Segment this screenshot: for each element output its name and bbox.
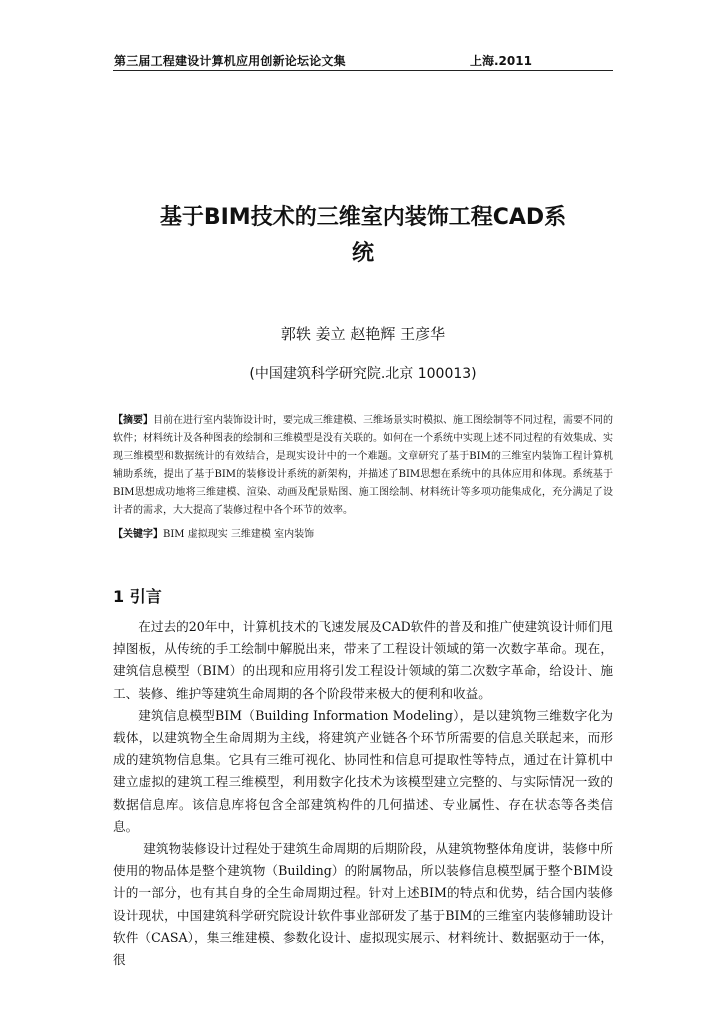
header-place-year: 上海.2011: [470, 54, 532, 68]
header-proceedings-title: 第三届工程建设计算机应用创新论坛论文集: [114, 54, 346, 68]
running-header: [113, 50, 613, 71]
keywords: [113, 526, 613, 544]
abstract-label: 【摘要】: [113, 415, 153, 426]
paper-title: [113, 200, 613, 272]
paper-affiliation: (中国建筑科学研究院.北京 100013): [249, 366, 477, 382]
keywords-label: 【关键字】: [113, 529, 163, 540]
abstract: [113, 412, 613, 520]
abstract-text: 目前在进行室内装饰设计时，要完成三维建模、三维场景实时模拟、施工图绘制等不同过程，需要不同的软件；材料统计及各种图表的绘制和三维模型是没有关联的。如何在一个系统中实现上述不同过程的有效集成、实现三维模型和数据统计的有效结合，是现实设计中的一个难题。文章研究了基于BIM的三维室内装饰工程计算机辅助系统，提出了基于BIM的装修设计系统的新架构，并描述了BIM思想在系统中的具体应用和体现。系统基于BIM思想成功地将三维建模、渲染、动画及配景贴图、施工图绘制、材料统计等多项功能集成化，充分满足了设计者的需求，大大提高了装修过程中各个环节的效率。: [113, 415, 613, 516]
body-text: [113, 616, 613, 971]
keywords-text: BIM 虚拟现实 三维建模 室内装饰: [163, 529, 315, 540]
paper-title-line-2: 统: [351, 241, 374, 266]
body-paragraph-1: 在过去的20年中，计算机技术的飞速发展及CAD软件的普及和推广使建筑设计师们甩掉图板，从传统的手工绘制中解脱出来，带来了工程设计领域的第一次数字革命。现在，建筑信息模型（BIM）的出现和应用将引发工程设计领域的第二次数字革命，给设计、施工、装修、维护等建筑生命周期的各个阶段带来极大的便利和收益。: [113, 619, 613, 701]
section-heading-introduction: 1 引言: [113, 587, 162, 606]
body-paragraph-3: 建筑物装修设计过程处于建筑生命周期的后期阶段，从建筑物整体角度讲，装修中所使用的物品体是整个建筑物（Building）的附属物品，所以装修信息模型属于整个BIM设计的一部分，也有其自身的全生命周期过程。针对上述BIM的特点和优势，结合国内装修设计现状，中国建筑科学研究院设计软件事业部研发了基于BIM的三维室内装修辅助设计软件（CASA），集三维建模、参数化设计、虚拟现实展示、材料统计、数据驱动于一体，很: [113, 841, 613, 968]
paper-title-line-1: 基于BIM技术的三维室内装饰工程CAD系: [159, 205, 567, 230]
paper-authors: 郭轶 姜立 赵艳辉 王彦华: [280, 325, 446, 343]
body-paragraph-2: 建筑信息模型BIM（Building Information Modeling），是以建筑物三维数字化为载体，以建筑物全生命周期为主线，将建筑产业链各个环节所需要的信息关联起来，而形成的建筑物信息集。它具有三维可视化、协同性和信息可提取性等特点，通过在计算机中建立虚拟的建筑工程三维模型，利用数字化技术为该模型建立完整的、与实际情况一致的数据信息库。该信息库将包含全部建筑构件的几何描述、专业属性、存在状态等各类信息。: [113, 707, 613, 834]
